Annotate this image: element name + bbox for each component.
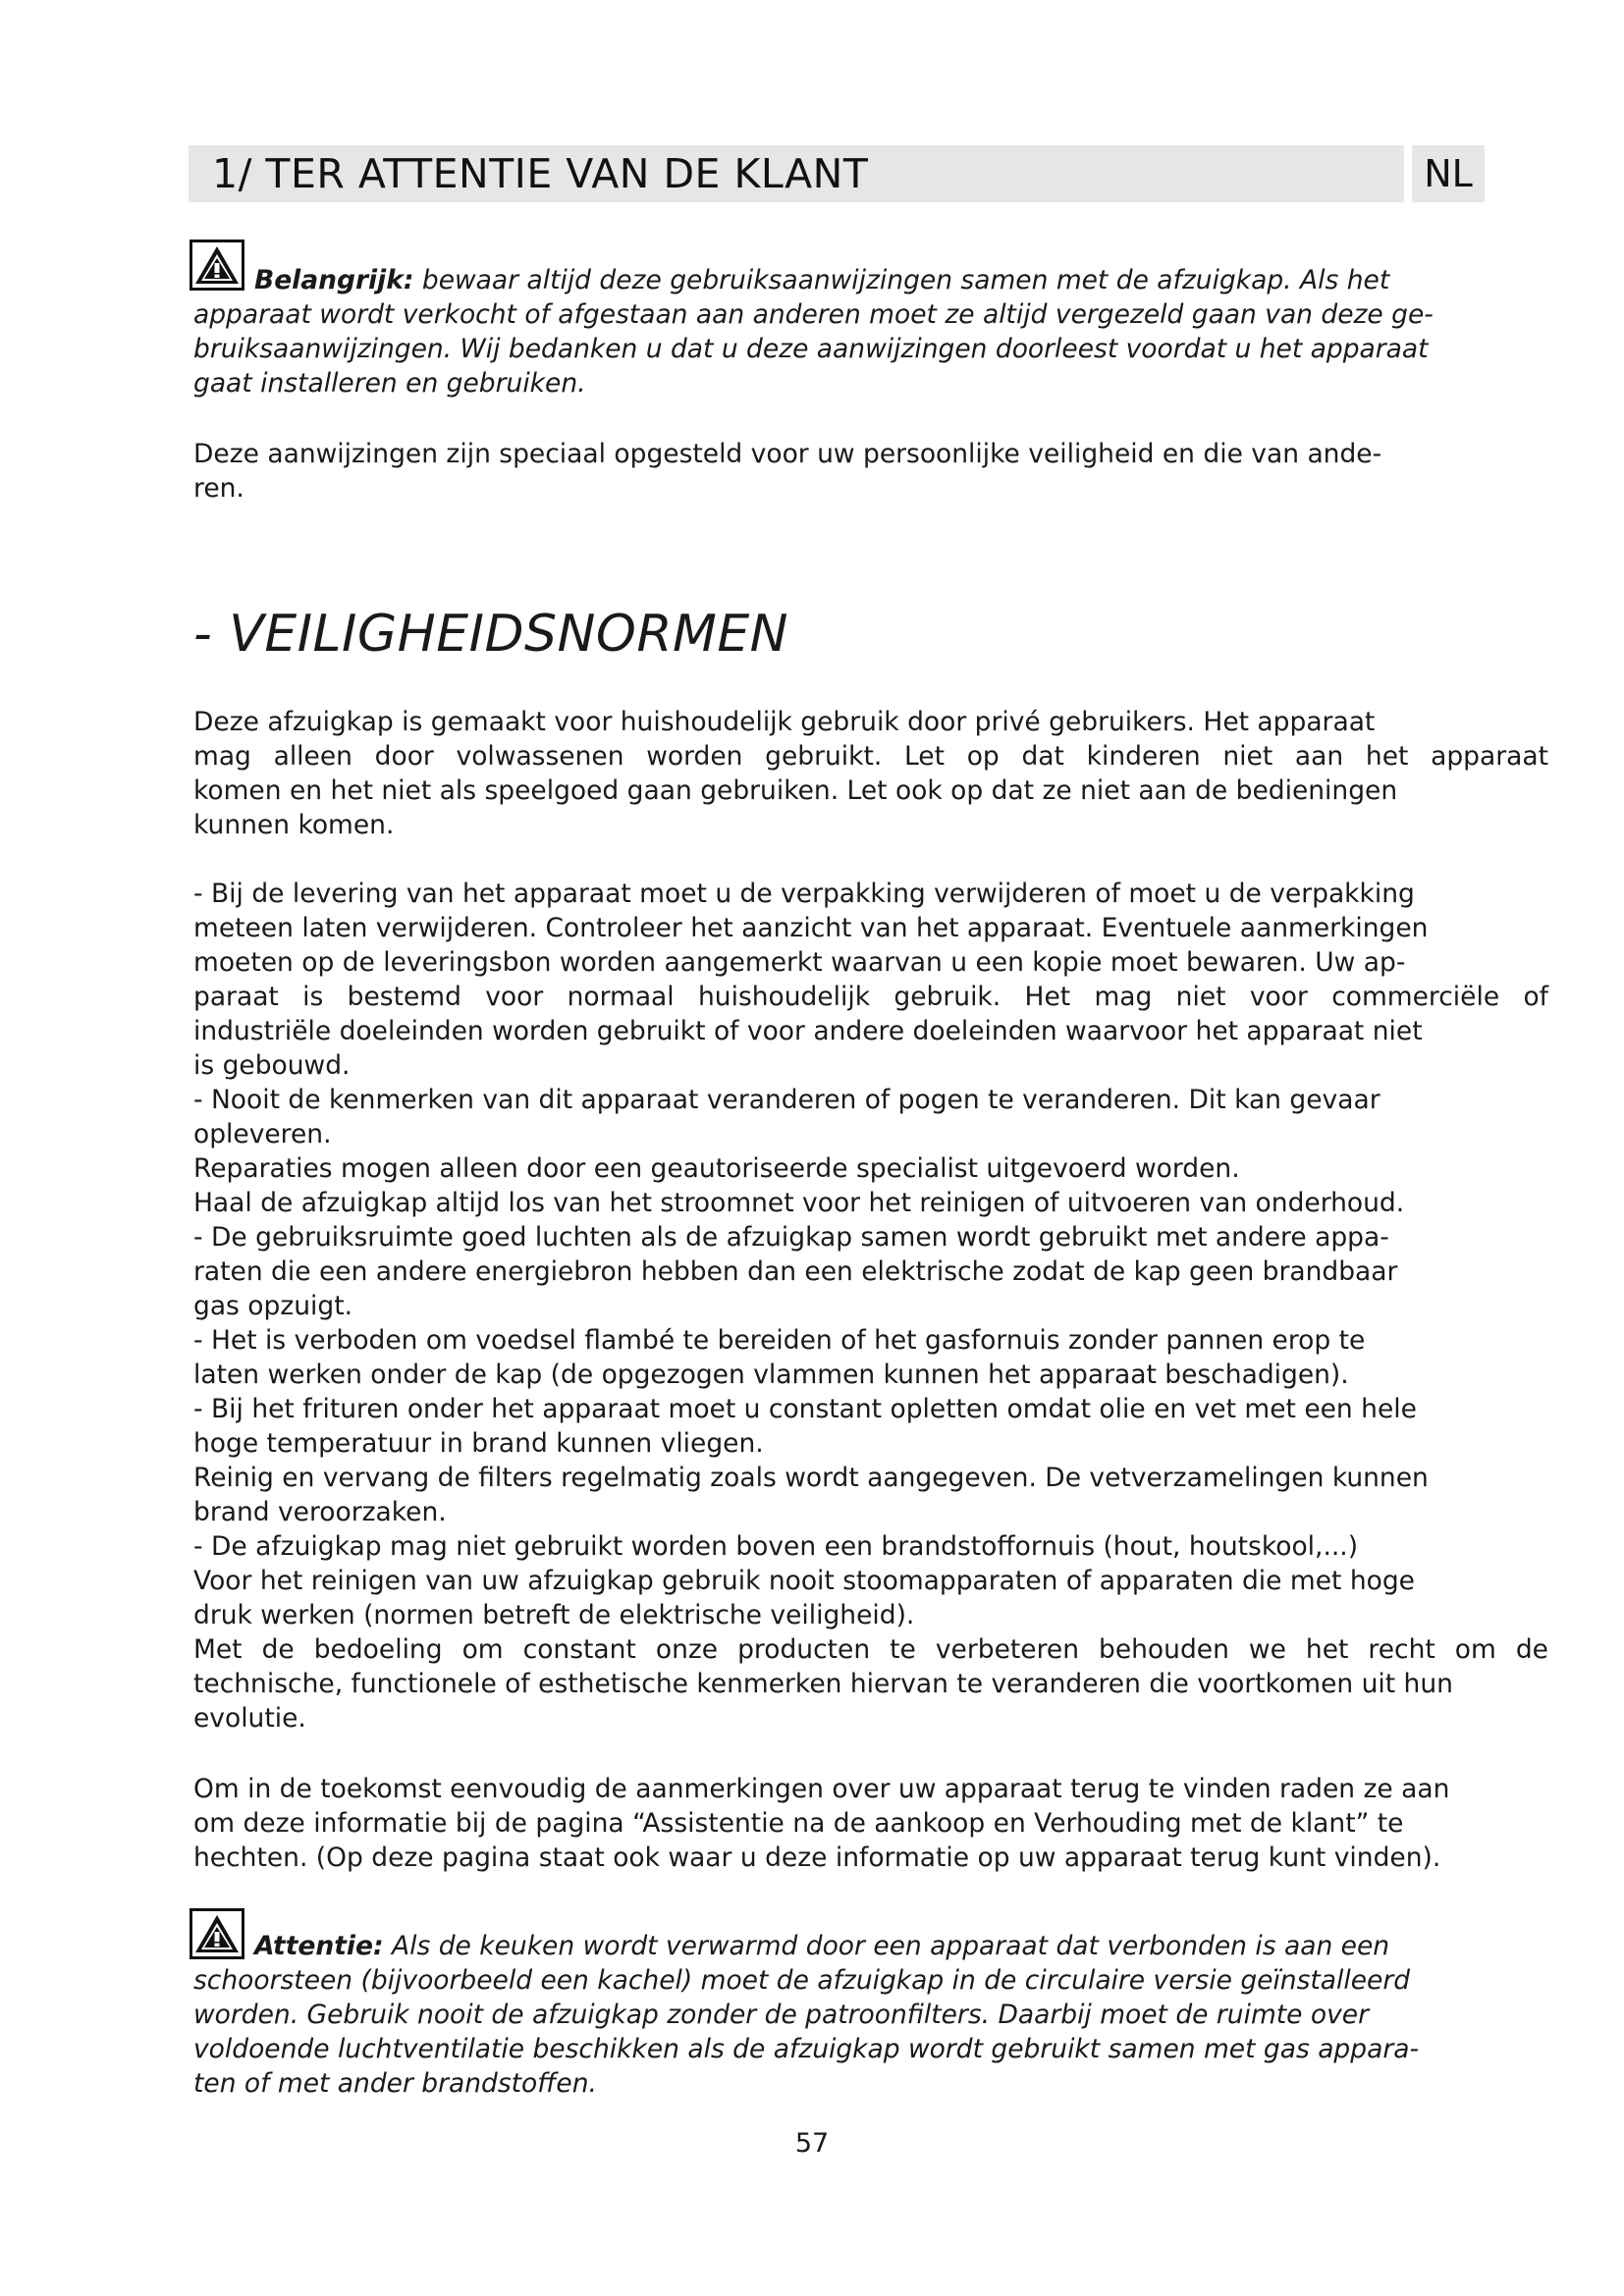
rule-line: opleveren. bbox=[193, 1119, 332, 1149]
rule-line: druk werken (normen betreft de elektrische veiligheid). bbox=[193, 1600, 915, 1630]
important-line: apparaat wordt verkocht of afgestaan aan anderen moet ze altijd vergezeld gaan van deze ge- bbox=[193, 299, 1434, 330]
rule-line: - De gebruiksruimte goed luchten als de afzuigkap samen wordt gebruikt met andere appa- bbox=[193, 1222, 1389, 1253]
rule-line: brand veroorzaken. bbox=[193, 1497, 447, 1527]
language-badge: NL bbox=[1412, 145, 1485, 202]
attention-line: Attentie: Als de keuken wordt verwarmd door een apparaat dat verbonden is aan een bbox=[254, 1931, 1390, 1961]
rule-line: Met de bedoeling om constant onze producten te verbeteren behouden we het recht om de bbox=[193, 1634, 1548, 1665]
attention-line: voldoende luchtventilatie beschikken als de afzuigkap wordt gebruikt samen met gas appara- bbox=[193, 2034, 1420, 2064]
attention-line: schoorsteen (bijvoorbeeld een kachel) moet de afzuigkap in de circulaire versie geïnstalleerd bbox=[193, 1965, 1411, 1996]
safety-rules bbox=[193, 877, 1548, 1735]
header-title: 1/ TER ATTENTIE VAN DE KLANT bbox=[189, 145, 1404, 202]
rule-line: - Nooit de kenmerken van dit apparaat veranderen of pogen te veranderen. Dit kan gevaar bbox=[193, 1085, 1380, 1115]
info-line: hechten. (Op deze pagina staat ook waar u deze informatie op uw apparaat terug kunt vinden). bbox=[193, 1842, 1441, 1873]
rule-line: meteen laten verwijderen. Controleer het aanzicht van het apparaat. Eventuele aanmerkingen bbox=[193, 913, 1429, 943]
usage-line: kunnen komen. bbox=[193, 810, 395, 840]
rule-line: raten die een andere energiebron hebben dan een elektrische zodat de kap geen brandbaar bbox=[193, 1256, 1398, 1287]
rule-line: - Bij de levering van het apparaat moet u de verpakking verwijderen of moet u de verpakking bbox=[193, 879, 1415, 909]
important-line: bruiksaanwijzingen. Wij bedanken u dat u deze aanwijzingen doorleest voordat u het apparaat bbox=[193, 334, 1429, 364]
usage-line: komen en het niet als speelgoed gaan gebruiken. Let ook op dat ze niet aan de bedieningen bbox=[193, 775, 1398, 806]
attention-notice bbox=[193, 1929, 1548, 2101]
rule-line: hoge temperatuur in brand kunnen vliegen. bbox=[193, 1428, 764, 1459]
usage-line: Deze afzuigkap is gemaakt voor huishoudelijk gebruik door privé gebruikers. Het apparaat bbox=[193, 707, 1376, 737]
rule-line: gas opzuigt. bbox=[193, 1291, 353, 1321]
rule-line: paraat is bestemd voor normaal huishoudelijk gebruik. Het mag niet voor commerciële of bbox=[193, 982, 1548, 1012]
attention-line: worden. Gebruik nooit de afzuigkap zonder de patroonfilters. Daarbij moet de ruimte over bbox=[193, 2000, 1369, 2030]
info-line: om deze informatie bij de pagina “Assistentie na de aankoop en Verhouding met de klant” te bbox=[193, 1808, 1404, 1839]
usage-paragraph bbox=[193, 705, 1548, 842]
section-title: - VEILIGHEIDSNORMEN bbox=[193, 605, 789, 664]
important-notice bbox=[193, 263, 1548, 400]
important-label: Belangrijk: bbox=[254, 265, 414, 295]
page-number: 57 bbox=[794, 2128, 830, 2159]
intro-paragraph bbox=[193, 437, 1548, 506]
important-line: Belangrijk: bewaar altijd deze gebruiksaanwijzingen samen met de afzuigkap. Als het bbox=[254, 265, 1390, 295]
rule-line: technische, functionele of esthetische kenmerken hiervan te veranderen die voortkomen uit hun bbox=[193, 1669, 1453, 1699]
rule-line: - Bij het frituren onder het apparaat moet u constant opletten omdat olie en vet met een hele bbox=[193, 1394, 1417, 1424]
rule-line: Haal de afzuigkap altijd los van het stroomnet voor het reinigen of uitvoeren van onderhoud. bbox=[193, 1188, 1405, 1218]
info-line: Om in de toekomst eenvoudig de aanmerkingen over uw apparaat terug te vinden raden ze aan bbox=[193, 1774, 1450, 1804]
rule-line: Voor het reinigen van uw afzuigkap gebruik nooit stoomapparaten of apparaten die met hoge bbox=[193, 1566, 1415, 1596]
section-header bbox=[189, 145, 1485, 202]
rule-line: laten werken onder de kap (de opgezogen vlammen kunnen het apparaat beschadigen). bbox=[193, 1360, 1349, 1390]
rule-line: Reparaties mogen alleen door een geautoriseerde specialist uitgevoerd worden. bbox=[193, 1153, 1240, 1184]
attention-line: ten of met ander brandstoffen. bbox=[193, 2068, 597, 2099]
rule-line: - Het is verboden om voedsel flambé te bereiden of het gasfornuis zonder pannen erop te bbox=[193, 1325, 1366, 1356]
rule-line: evolutie. bbox=[193, 1703, 306, 1734]
attention-label: Attentie: bbox=[254, 1931, 384, 1961]
rule-line: - De afzuigkap mag niet gebruikt worden boven een brandstoffornuis (hout, houtskool,...) bbox=[193, 1531, 1359, 1562]
info-paragraph bbox=[193, 1772, 1548, 1875]
rule-line: is gebouwd. bbox=[193, 1050, 351, 1081]
usage-line: mag alleen door volwassenen worden gebruikt. Let op dat kinderen niet aan het apparaat bbox=[193, 741, 1548, 772]
rule-line: moeten op de leveringsbon worden aangemerkt waarvan u een kopie moet bewaren. Uw ap- bbox=[193, 947, 1406, 978]
intro-line: ren. bbox=[193, 473, 244, 504]
rule-line: Reinig en vervang de filters regelmatig zoals wordt aangegeven. De vetverzamelingen kunnen bbox=[193, 1463, 1429, 1493]
intro-line: Deze aanwijzingen zijn speciaal opgesteld voor uw persoonlijke veiligheid en die van ande- bbox=[193, 439, 1382, 469]
important-line: gaat installeren en gebruiken. bbox=[193, 368, 586, 399]
rule-line: industriële doeleinden worden gebruikt of voor andere doeleinden waarvoor het apparaat niet bbox=[193, 1016, 1423, 1046]
